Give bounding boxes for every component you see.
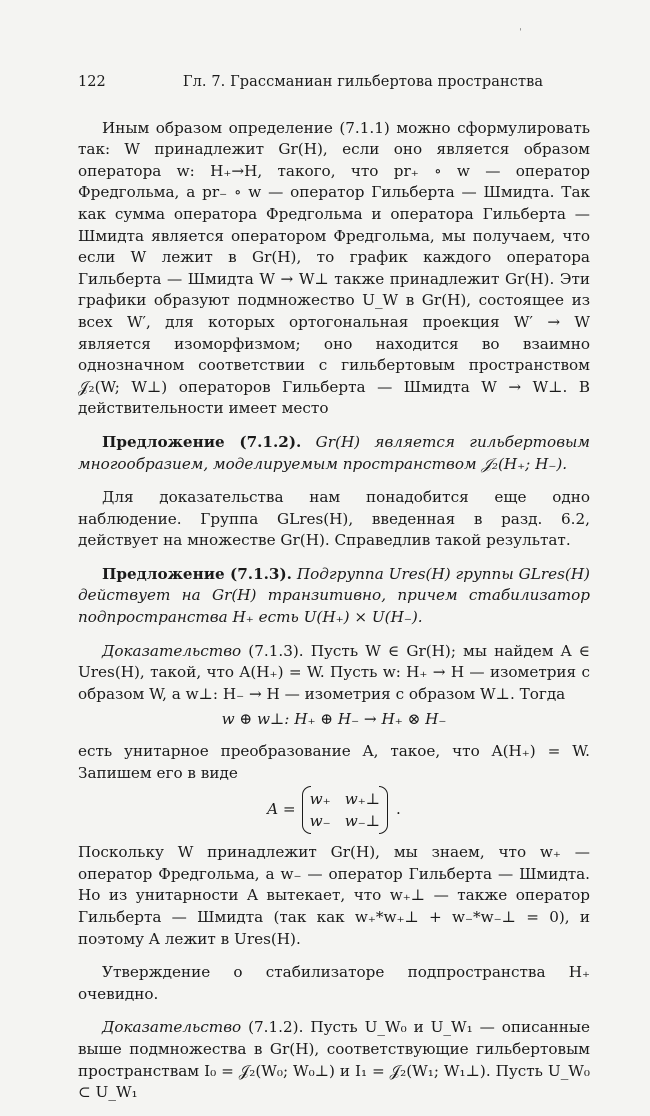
matrix-cell: w₊ bbox=[309, 790, 331, 809]
matrix-cell: w₋ bbox=[309, 812, 331, 831]
proof-7-1-3 bbox=[78, 641, 590, 706]
paragraph-4: Поскольку W принадлежит Gr(H), мы знаем, что w₊ — оператор Фредгольма, а w₋ — оператор Гильберта — Шмидта. Но из унитарности A вытекает, что w₊⊥ — также оператор Гильберта — Шмидта (так как w₊*w₊⊥ + w₋*w₋⊥ = 0), и поэтому A лежит в Ures(H). bbox=[78, 843, 590, 948]
proposition-7-1-3 bbox=[78, 564, 590, 629]
matrix-cell: w₊⊥ bbox=[344, 790, 381, 809]
matrix-period: . bbox=[396, 800, 401, 819]
proposition-text: Gr(H) является гильбертовым многообразием, моделируемым пространством 𝒥₂(H₊; H₋). bbox=[78, 432, 590, 473]
proposition-label: Предложение (7.1.2). bbox=[102, 432, 302, 451]
proof-label: Доказательство bbox=[102, 1018, 242, 1037]
proof-7-1-2 bbox=[78, 1017, 590, 1103]
matrix-lhs: A = bbox=[267, 800, 296, 819]
page-body bbox=[78, 72, 590, 1116]
proof-text: (7.1.2). Пусть U_W₀ и U_W₁ — описанные выше подмножества в Gr(H), соответствующие гильбертовым пространствам I₀ = 𝒥₂(W₀; W₀⊥) и I₁ = 𝒥₂(W₁; W₁⊥). Пусть U_W₀ ⊂ U_W₁ bbox=[78, 1018, 590, 1102]
corner-mark: ˈ bbox=[519, 28, 522, 39]
matrix-cell: w₋⊥ bbox=[344, 812, 381, 831]
running-header bbox=[78, 72, 590, 94]
matrix-equation bbox=[78, 788, 590, 832]
proposition-text: Подгруппа Ures(H) группы GLres(H) действует на Gr(H) транзитивно, причем стабилизатор подпространства H₊ есть U(H₊) × U(H₋). bbox=[78, 564, 590, 627]
paragraph-5: Утверждение о стабилизаторе подпространства H₊ очевидно. bbox=[78, 963, 590, 1003]
proposition-label: Предложение (7.1.3). bbox=[102, 564, 292, 583]
formula-direct-sum: w ⊕ w⊥: H₊ ⊕ H₋ → H₊ ⊗ H₋ bbox=[221, 710, 447, 729]
paragraph-2: Для доказательства нам понадобится еще одно наблюдение. Группа GLres(H), введенная в разд. 6.2, действует на множестве Gr(H). Справедлив такой результат. bbox=[78, 488, 590, 550]
proof-text: (7.1.3). Пусть W ∈ Gr(H); мы найдем A ∈ Ures(H), такой, что A(H₊) = W. Пусть w: H₊ → H — изометрия с образом W, а w⊥: H₋ → H — изометрия с образом W⊥. Тогда bbox=[78, 641, 590, 703]
running-title: Гл. 7. Грассманиан гильбертова пространства bbox=[182, 74, 544, 90]
matrix bbox=[302, 788, 388, 832]
proposition-7-1-2 bbox=[78, 432, 590, 475]
page-number: 122 bbox=[78, 74, 106, 90]
paragraph-3: есть унитарное преобразование A, такое, что A(H₊) = W. Запишем его в виде bbox=[78, 742, 590, 782]
proof-label: Доказательство bbox=[102, 641, 242, 660]
paragraph-1: Иным образом определение (7.1.1) можно сформулировать так: W принадлежит Gr(H), если оно является образом оператора w: H₊→H, такого, что pr₊ ∘ w — оператор Фредгольма, а pr₋ ∘ w — оператор Гильберта — Шмидта. Так как сумма оператора Фредгольма и оператора Гильберта — Шмидта является оператором Фредгольма, мы получаем, что если W лежит в Gr(H), то график каждого оператора Гильберта — Шмидта W → W⊥ также принадлежит Gr(H). Эти графики образуют подмножество U_W в Gr(H), состоящее из всех W′, для которых ортогональная проекция W′ → W является изоморфизмом; оно находится во взаимно однозначном соответствии с гильбертовым пространством 𝒥₂(W; W⊥) операторов Гильберта — Шмидта W → W⊥. В действительности имеет место bbox=[78, 118, 590, 418]
